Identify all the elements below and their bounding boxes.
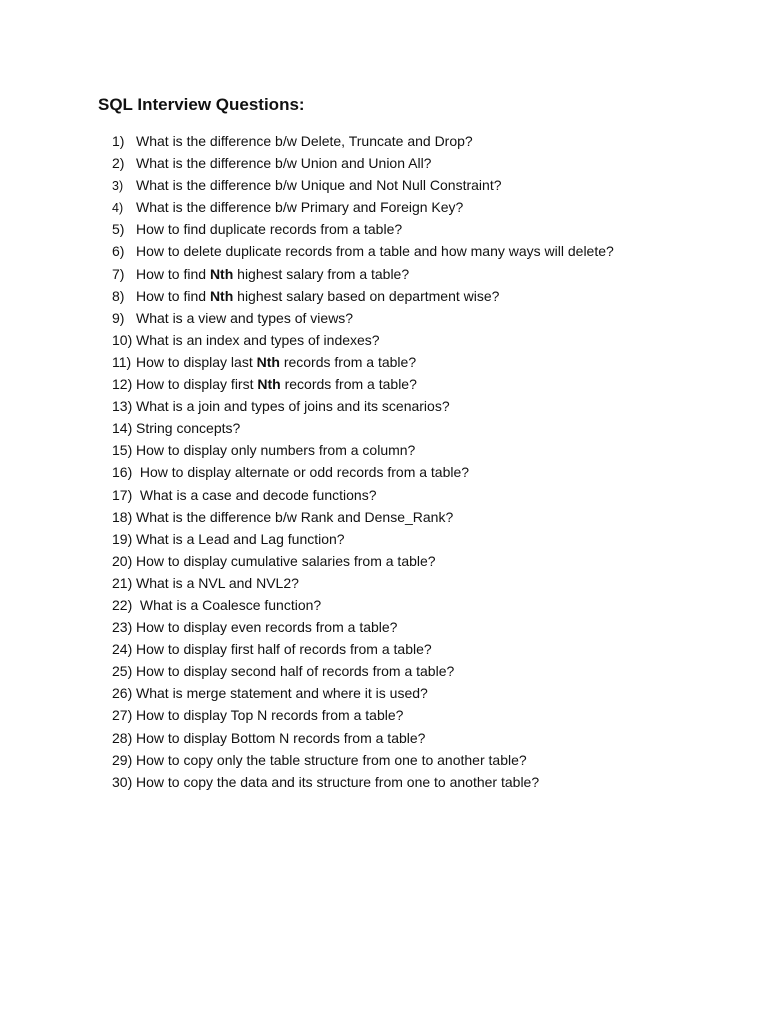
question-item (112, 550, 614, 572)
question-text-bold: Nth (209, 265, 234, 282)
question-item (112, 616, 614, 638)
question-text (136, 506, 453, 528)
question-text (136, 285, 499, 307)
question-text (136, 704, 403, 726)
question-text (136, 329, 380, 351)
question-text-post: records from a table? (280, 376, 417, 393)
question-item (112, 660, 614, 682)
question-text-pre: How to find (136, 265, 210, 282)
question-text (136, 638, 432, 660)
question-item (112, 528, 614, 550)
question-text-pre: How to copy the data and its structure from one to another table? (136, 773, 540, 790)
question-text-pre: How to display alternate or odd records from a table? (136, 464, 470, 481)
question-text (136, 196, 463, 218)
question-number: 12) (112, 376, 133, 393)
question-item (112, 329, 614, 351)
question-number: 6) (112, 243, 125, 260)
question-item (112, 307, 614, 329)
question-number: 2) (112, 155, 125, 172)
question-number: 14) (112, 420, 133, 437)
question-text-pre: String concepts? (136, 420, 241, 437)
question-item (112, 240, 614, 262)
question-item (112, 373, 614, 395)
question-text (136, 727, 425, 749)
question-text (136, 461, 469, 483)
question-text (136, 439, 415, 461)
question-text-pre: What is a join and types of joins and its scenarios? (136, 398, 450, 415)
question-number: 13) (112, 398, 133, 415)
question-text-pre: What is a case and decode functions? (136, 486, 377, 503)
question-item (112, 749, 614, 771)
question-text-pre: What is the difference b/w Union and Union All? (136, 155, 432, 172)
question-item (112, 594, 614, 616)
question-text-pre: How to display even records from a table? (136, 619, 398, 636)
question-text (136, 373, 417, 395)
question-text-pre: What is an index and types of indexes? (136, 331, 380, 348)
question-number: 5) (112, 221, 125, 238)
question-text-post: highest salary from a table? (233, 265, 410, 282)
question-text-pre: How to find (136, 287, 210, 304)
question-text (136, 174, 502, 196)
question-number: 20) (112, 552, 133, 569)
question-text-bold: Nth (209, 287, 234, 304)
question-text-pre: What is merge statement and where it is used? (136, 685, 428, 702)
question-text (136, 307, 353, 329)
question-number: 17) (112, 486, 133, 503)
question-text-pre: What is a NVL and NVL2? (136, 574, 299, 591)
question-item (112, 351, 614, 373)
question-text (136, 616, 397, 638)
question-number: 1) (112, 133, 125, 149)
question-text-post: highest salary based on department wise? (233, 287, 500, 304)
question-number: 22) (112, 596, 133, 613)
question-number: 9) (112, 309, 125, 326)
question-item (112, 461, 614, 483)
question-text (136, 550, 436, 572)
question-text-bold: Nth (257, 376, 281, 393)
question-number: 29) (112, 751, 133, 768)
question-number: 26) (112, 685, 133, 702)
question-text (136, 484, 376, 506)
question-item (112, 506, 614, 528)
question-text (136, 594, 321, 616)
question-text (136, 263, 409, 285)
question-number: 19) (112, 530, 133, 547)
question-text (136, 130, 473, 152)
question-text-pre: How to display only numbers from a column? (136, 442, 416, 459)
question-item (112, 152, 614, 174)
question-text-post: records from a table? (279, 353, 417, 370)
question-text (136, 218, 402, 240)
question-text (136, 395, 450, 417)
question-text (136, 771, 539, 793)
question-text (136, 152, 431, 174)
question-number: 28) (112, 729, 133, 746)
question-text (136, 682, 428, 704)
question-list (112, 130, 614, 793)
question-number: 10) (112, 331, 133, 348)
question-number: 27) (112, 707, 133, 724)
document-title: SQL Interview Questions: (98, 95, 305, 114)
question-text-pre: How to copy only the table structure from one to another table? (136, 751, 527, 768)
question-number: 21) (112, 574, 133, 591)
question-text-bold: Nth (256, 353, 280, 370)
question-number: 3) (112, 179, 124, 194)
question-number: 16) (112, 464, 133, 481)
question-item (112, 417, 614, 439)
question-text-pre: How to find duplicate records from a table? (136, 221, 403, 238)
question-item (112, 771, 614, 793)
question-text (136, 351, 416, 373)
question-item (112, 682, 614, 704)
question-text-pre: What is the difference b/w Rank and Dense_Rank? (136, 508, 454, 525)
question-text-pre: What is the difference b/w Unique and Not Null Constraint? (136, 177, 502, 194)
question-text-pre: What is a Coalesce function? (136, 596, 322, 613)
question-number: 11) (112, 353, 132, 370)
question-number: 15) (112, 442, 133, 459)
question-text (136, 528, 345, 550)
question-text (136, 660, 454, 682)
question-item (112, 130, 614, 152)
question-number: 30) (112, 773, 133, 790)
question-item (112, 727, 614, 749)
question-text-pre: How to delete duplicate records from a table and how many ways will delete? (136, 243, 614, 260)
question-text-pre: How to display first (136, 376, 258, 393)
question-item (112, 263, 614, 285)
question-item (112, 484, 614, 506)
question-number: 25) (112, 663, 133, 680)
question-item (112, 638, 614, 660)
question-text-pre: What is the difference b/w Primary and Foreign Key? (136, 199, 464, 216)
question-item (112, 285, 614, 307)
question-number: 18) (112, 508, 133, 525)
question-text-pre: How to display first half of records from a table? (136, 641, 432, 658)
question-text (136, 749, 527, 771)
question-text-pre: What is a view and types of views? (136, 309, 354, 326)
question-item (112, 395, 614, 417)
question-text-pre: How to display Bottom N records from a table? (136, 729, 426, 746)
question-item (112, 439, 614, 461)
question-item (112, 572, 614, 594)
question-text-pre: How to display Top N records from a table? (136, 707, 404, 724)
question-item (112, 174, 614, 196)
question-number: 8) (112, 287, 125, 304)
question-text-pre: How to display cumulative salaries from a table? (136, 552, 436, 569)
question-number: 23) (112, 619, 133, 636)
question-number: 7) (112, 265, 125, 282)
question-text-pre: What is a Lead and Lag function? (136, 530, 345, 547)
question-item (112, 218, 614, 240)
question-number: 4) (112, 201, 124, 216)
question-number: 24) (112, 641, 133, 658)
question-text-pre: How to display last (136, 353, 257, 370)
question-item (112, 196, 614, 218)
question-item (112, 704, 614, 726)
question-text (136, 417, 240, 439)
question-text (136, 240, 614, 262)
question-text-pre: What is the difference b/w Delete, Truncate and Drop? (136, 133, 473, 149)
question-text-pre: How to display second half of records from a table? (136, 663, 455, 680)
question-text (136, 572, 299, 594)
